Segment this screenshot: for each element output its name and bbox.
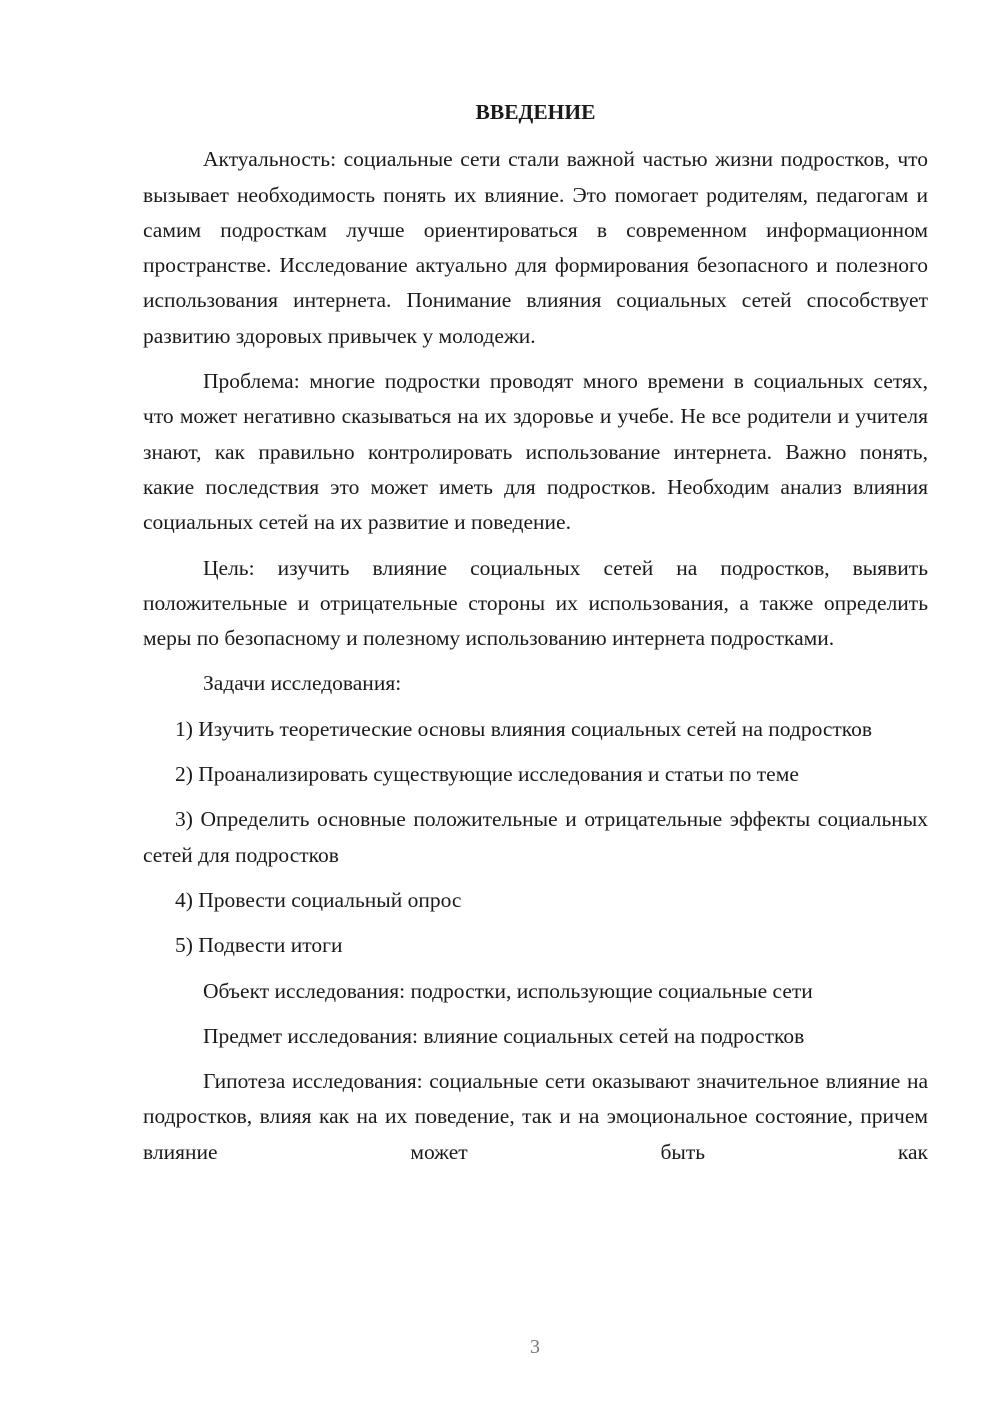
task-item-4: 4) Провести социальный опрос <box>175 887 462 912</box>
page-body <box>143 95 928 1180</box>
task-item-2: 2) Проанализировать существующие исследования и статьи по теме <box>175 762 799 787</box>
problem-paragraph: Проблема: многие подростки проводят много времени в социальных сетях, что может негативно сказываться на их здоровье и учебе. Не все родители и учителя знают, как правильно контролировать использование интернета. Важно понять, какие последствия это может иметь для подростков. Необходим анализ влияния социальных сетей на их развитие и поведение. <box>143 369 928 535</box>
task-item-1: 1) Изучить теоретические основы влияния социальных сетей на подростков <box>175 716 873 741</box>
research-object: Объект исследования: подростки, использующие социальные сети <box>203 978 813 1003</box>
task-item-3: 3) Определить основные положительные и отрицательные эффекты социальных сетей для подростков <box>143 807 928 867</box>
goal-paragraph: Цель: изучить влияние социальных сетей на подростков, выявить положительные и отрицательные стороны их использования, а также определить меры по безопасному и полезному использованию интернета подростками. <box>143 555 928 651</box>
research-subject: Предмет исследования: влияние социальных сетей на подростков <box>203 1023 805 1048</box>
task-item-5: 5) Подвести итоги <box>175 933 343 958</box>
page-number: 3 <box>530 1336 540 1358</box>
relevance-paragraph: Актуальность: социальные сети стали важной частью жизни подростков, что вызывает необходимость понять их влияние. Это помогает родителям, педагогам и самим подросткам лучше ориентироваться в современном информационном пространстве. Исследование актуально для формирования безопасного и полезного использования интернета. Понимание влияния социальных сетей способствует развитию здоровых привычек у молодежи. <box>143 147 928 348</box>
section-title: ВВЕДЕНИЕ <box>475 100 596 124</box>
hypothesis-paragraph: Гипотеза исследования: социальные сети оказывают значительное влияние на подростков, влияя как на их поведение, так и на эмоциональное состояние, причем влияние может быть как <box>143 1069 928 1164</box>
tasks-heading: Задачи исследования: <box>203 671 402 696</box>
